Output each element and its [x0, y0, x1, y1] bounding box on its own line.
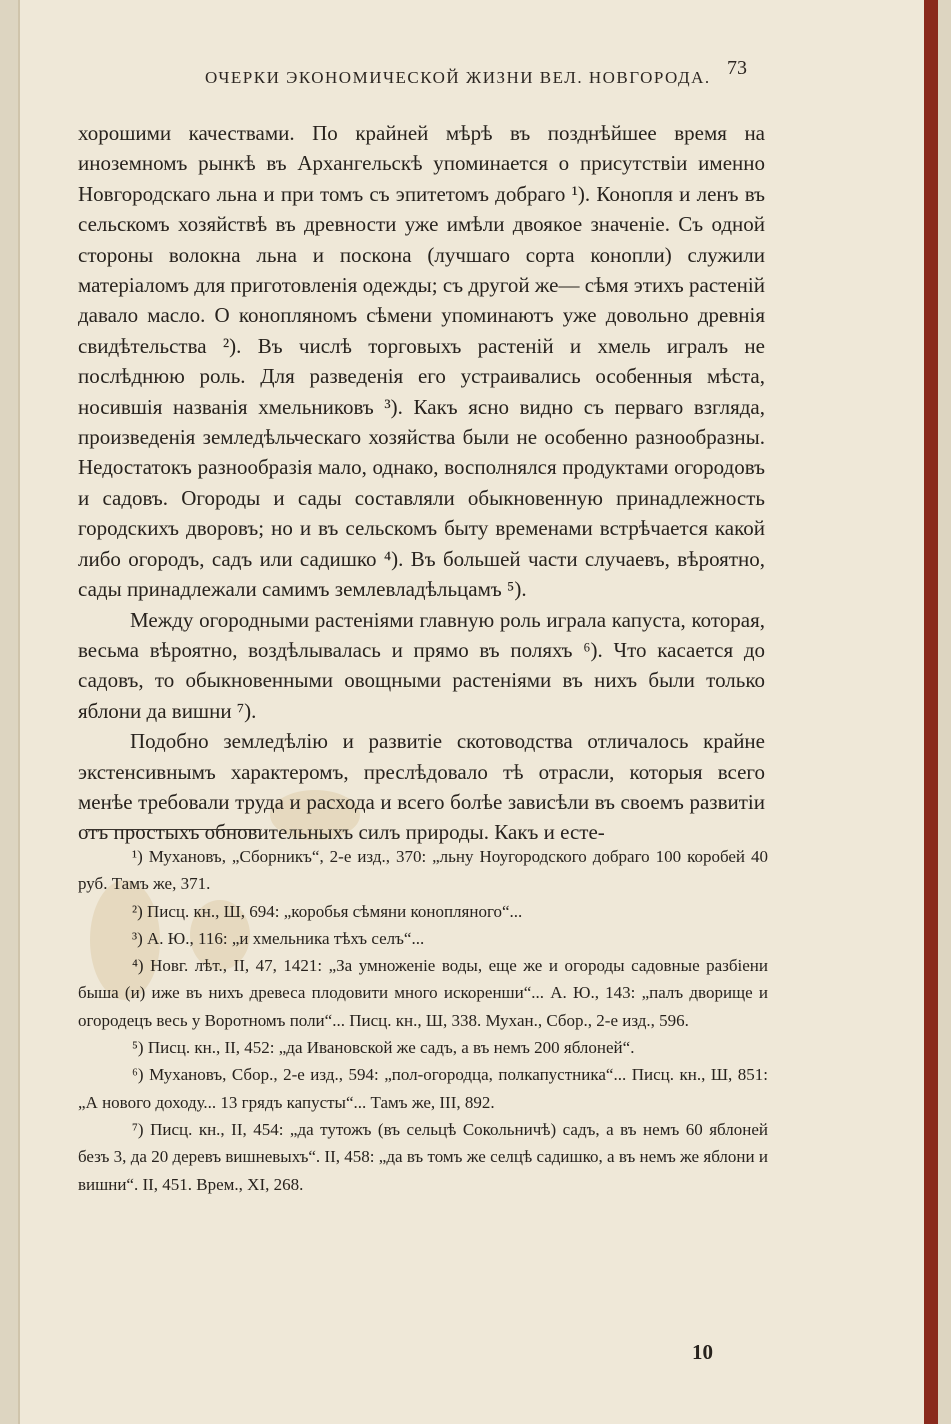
footnote: ²) Писц. кн., Ш, 694: „коробья сѣмяни конопляного“... [132, 901, 523, 921]
footnote: ⁷) Писц. кн., II, 454: „да тутожъ (въ сельцѣ Сокольничѣ) садъ, а въ немъ 60 яблоней безъ 3, да 20 деревъ вишневыхъ“. II, 458: „да въ томъ же селцѣ садишко, а въ немъ же яблони и вишни“. II, 451. Врем., XI, 268. [78, 1119, 768, 1194]
footnote: ⁵) Писц. кн., II, 452: „да Ивановской же садъ, а въ немъ 200 яблоней“. [132, 1038, 635, 1058]
footnote-rule [86, 829, 260, 830]
page-edge [924, 0, 938, 1424]
footnote: ¹) Мухановъ, „Сборникъ“, 2-е изд., 370: „льну Ноугородского добраго 100 коробей 40 руб. Тамъ же, 371. [78, 847, 768, 894]
footnote: ⁶) Мухановъ, Сбор., 2-е изд., 594: „пол-огородца, полкапустника“... Писц. кн., Ш, 851: „А нового доходу... 13 грядъ капусты“... Тамъ же, III, 892. [78, 1065, 768, 1112]
main-text [78, 118, 765, 848]
paragraph: Между огородными растеніями главную роль играла капуста, которая, весьма вѣроятно, воздѣлывалась и прямо въ поляхъ ⁶). Что касается до садовъ, то обыкновенными овощными растеніями въ нихъ были только яблони да вишни ⁷). [78, 607, 765, 723]
signature-mark: 10 [692, 1340, 713, 1364]
paragraph: хорошими качествами. По крайней мѣрѣ въ позднѣйшее время на иноземномъ рынкѣ въ Архангельскѣ упоминается о присутствіи именно Новгородскаго льна и при томъ съ эпитетомъ добраго ¹). Конопля и ленъ въ сельскомъ хозяйствѣ въ древности уже имѣли двоякое значеніе. Съ одной стороны волокна льна и поскона (лучшаго сорта конопли) служили матеріаломъ для приготовленія одежды; съ другой же— сѣмя этихъ растеній давало масло. О конопляномъ сѣмени упоминаютъ уже довольно древнія свидѣтельства ²). Въ числѣ торговыхъ растеній и хмель игралъ не послѣднюю роль. Для разведенія его устраивались особенныя мѣста, носившія названія хмельниковъ ³). Какъ ясно видно съ перваго взгляда, произведенія земледѣльческаго хозяйства были не особенно разнообразны. Недостатокъ разнообразія мало, однако, восполнялся продуктами огородовъ и садовъ. Огороды и сады составляли обыкновенную принадлежность городскихъ дворовъ; но и въ сельскомъ быту временами встрѣчается какой либо огородъ, садъ или садишко ⁴). Въ большей части случаевъ, вѣроятно, сады принадлежали самимъ землевладѣльцамъ ⁵). [78, 121, 765, 602]
footnotes [78, 843, 768, 1198]
page-number: 73 [727, 57, 747, 79]
running-title: ОЧЕРКИ ЭКОНОМИЧЕСКОЙ ЖИЗНИ ВЕЛ. НОВГОРОДА. [205, 68, 711, 87]
footnote: ⁴) Новг. лѣт., II, 47, 1421: „За умноженіе воды, еще же и огороды садовные разбіени быша (и) иже въ нихъ древеса плодовити много искоренши“... А. Ю., 143: „палъ дворище и огородецъ весь у Воротномъ поли“... Писц. кн., Ш, 338. Мухан., Сбор., 2-е изд., 596. [78, 956, 768, 1030]
paragraph: Подобно земледѣлію и развитіе скотоводства отличалось крайне экстенсивнымъ характеромъ, преслѣдовало тѣ отрасли, которыя всего менѣе требовали труда и расхода и всего болѣе зависѣли въ своемъ развитіи отъ простыхъ обновительныхъ силъ природы. Какъ и есте- [78, 729, 765, 845]
footnote: ³) А. Ю., 116: „и хмельника тѣхъ селъ“... [132, 928, 425, 948]
